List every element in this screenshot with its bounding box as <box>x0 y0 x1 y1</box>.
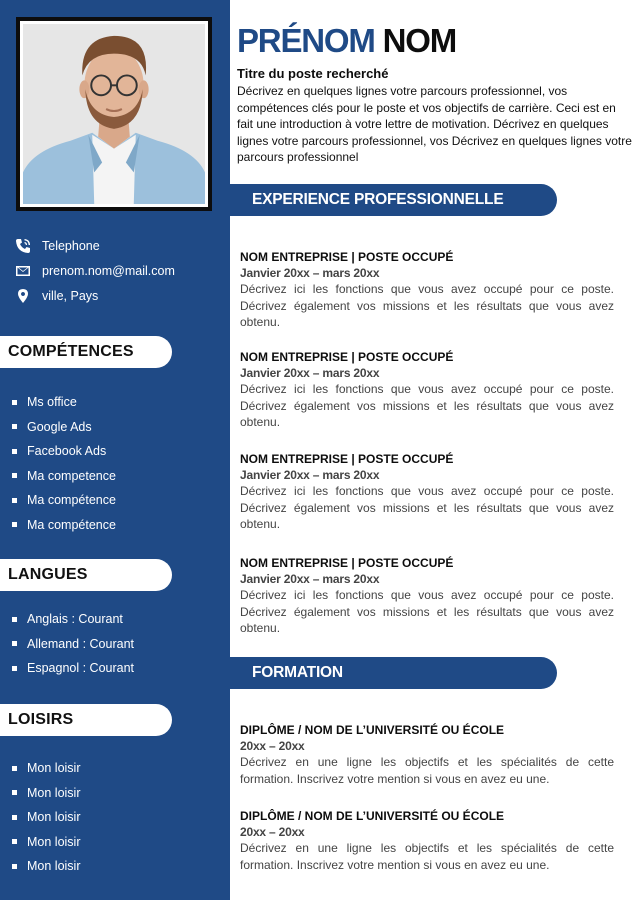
contact-phone-text: Telephone <box>42 238 100 253</box>
bullet-icon <box>12 400 17 405</box>
main-content <box>230 0 636 900</box>
list-item <box>0 488 230 513</box>
bullet-icon <box>12 617 17 622</box>
entry-description: Décrivez ici les fonctions que vous avez occupé pour ce poste. Décrivez également vos missions et les résultats que vous avez obtenu. <box>240 484 614 531</box>
bullet-icon <box>12 498 17 503</box>
entry-description: Décrivez en une ligne les objectifs et les spécialités de cette formation. Inscrivez votre mention si vous en avez eu une. <box>240 841 614 872</box>
list-item <box>0 513 230 538</box>
entry-date: Janvier 20xx – mars 20xx <box>240 266 380 280</box>
skill-item: Facebook Ads <box>27 444 107 459</box>
hobby-item: Mon loisir <box>27 810 81 825</box>
education-header <box>230 657 557 689</box>
entry-date: 20xx – 20xx <box>240 739 305 753</box>
profile-photo <box>23 24 205 204</box>
list-item <box>0 439 230 464</box>
entry-description: Décrivez ici les fonctions que vous avez occupé pour ce poste. Décrivez également vos missions et les résultats que vous avez obtenu. <box>240 282 614 329</box>
list-item <box>0 656 230 681</box>
hobby-item: Mon loisir <box>27 834 81 849</box>
entry-title: NOM ENTREPRISE | POSTE OCCUPÉ <box>240 556 454 570</box>
education-title: FORMATION <box>252 664 343 681</box>
bullet-icon <box>12 766 17 771</box>
hobbies-title: LOISIRS <box>8 711 74 728</box>
bullet-icon <box>12 790 17 795</box>
contact-phone[interactable] <box>0 233 230 258</box>
skills-list <box>0 390 230 537</box>
skill-item: Ma compétence <box>27 517 116 532</box>
skill-item: Ms office <box>27 395 77 410</box>
contact-list <box>0 233 230 308</box>
education-entry <box>240 722 614 787</box>
experience-entry <box>240 249 614 331</box>
bullet-icon <box>12 641 17 646</box>
list-item <box>0 854 230 879</box>
entry-description: Décrivez en une ligne les objectifs et les spécialités de cette formation. Inscrivez votre mention si vous en avez eu une. <box>240 755 614 786</box>
list-item <box>0 805 230 830</box>
list-item <box>0 781 230 806</box>
skills-title: COMPÉTENCES <box>8 343 134 360</box>
hobby-item: Mon loisir <box>27 785 81 800</box>
contact-email[interactable] <box>0 258 230 283</box>
location-pin-icon <box>14 287 32 305</box>
entry-date: Janvier 20xx – mars 20xx <box>240 366 380 380</box>
entry-title: NOM ENTREPRISE | POSTE OCCUPÉ <box>240 250 454 264</box>
language-item: Espagnol : Courant <box>27 661 135 676</box>
education-entry <box>240 808 614 873</box>
bullet-icon <box>12 666 17 671</box>
hobby-item: Mon loisir <box>27 859 81 874</box>
skill-item: Ma competence <box>27 468 116 483</box>
entry-date: 20xx – 20xx <box>240 825 305 839</box>
language-item: Anglais : Courant <box>27 612 123 627</box>
hobby-item: Mon loisir <box>27 761 81 776</box>
skill-item: Ma compétence <box>27 493 116 508</box>
skills-header <box>0 336 172 368</box>
phone-icon <box>14 237 32 255</box>
envelope-icon <box>14 262 32 280</box>
bullet-icon <box>12 473 17 478</box>
profile-photo-frame <box>16 17 212 211</box>
list-item <box>0 607 230 632</box>
intro-text: Décrivez en quelques lignes votre parcours professionnel, vos compétences clés pour le poste et vos objectifs de carrière. Ceci est en fait une introduction à votre lettre de motivation. Décrivez en quelques lignes votre parcours professionnel, vos Décrivez en quelques lignes votre parcours professionnel <box>237 84 632 164</box>
job-title: Titre du poste recherché <box>237 66 389 81</box>
experience-title: EXPERIENCE PROFESSIONNELLE <box>252 191 504 208</box>
entry-description: Décrivez ici les fonctions que vous avez occupé pour ce poste. Décrivez également vos missions et les résultats que vous avez obtenu. <box>240 588 614 635</box>
language-item: Allemand : Courant <box>27 636 135 651</box>
entry-title: NOM ENTREPRISE | POSTE OCCUPÉ <box>240 350 454 364</box>
entry-date: Janvier 20xx – mars 20xx <box>240 468 380 482</box>
bullet-icon <box>12 864 17 869</box>
bullet-icon <box>12 449 17 454</box>
list-item <box>0 464 230 489</box>
languages-header <box>0 559 172 591</box>
entry-title: DIPLÔME / NOM DE L’UNIVERSITÉ OU ÉCOLE <box>240 809 505 823</box>
hobbies-list <box>0 756 230 879</box>
list-item <box>0 632 230 657</box>
entry-title: DIPLÔME / NOM DE L’UNIVERSITÉ OU ÉCOLE <box>240 723 505 737</box>
contact-location[interactable] <box>0 283 230 308</box>
last-name: NOM <box>382 22 457 59</box>
entry-date: Janvier 20xx – mars 20xx <box>240 572 380 586</box>
bullet-icon <box>12 424 17 429</box>
full-name <box>237 22 456 60</box>
skill-item: Google Ads <box>27 419 92 434</box>
list-item <box>0 830 230 855</box>
experience-entry <box>240 451 614 533</box>
bullet-icon <box>12 815 17 820</box>
hobbies-header <box>0 704 172 736</box>
sidebar <box>0 0 230 900</box>
bullet-icon <box>12 522 17 527</box>
entry-description: Décrivez ici les fonctions que vous avez occupé pour ce poste. Décrivez également vos missions et les résultats que vous avez obtenu. <box>240 382 614 429</box>
entry-title: NOM ENTREPRISE | POSTE OCCUPÉ <box>240 452 454 466</box>
experience-header <box>230 184 557 216</box>
list-item <box>0 390 230 415</box>
languages-title: LANGUES <box>8 566 88 583</box>
list-item <box>0 756 230 781</box>
experience-entry <box>240 555 614 637</box>
experience-entry <box>240 349 614 431</box>
list-item <box>0 415 230 440</box>
contact-location-text: ville, Pays <box>42 288 99 303</box>
first-name: PRÉNOM <box>237 22 375 59</box>
contact-email-text: prenom.nom@mail.com <box>42 263 175 278</box>
languages-list <box>0 607 230 681</box>
bullet-icon <box>12 839 17 844</box>
